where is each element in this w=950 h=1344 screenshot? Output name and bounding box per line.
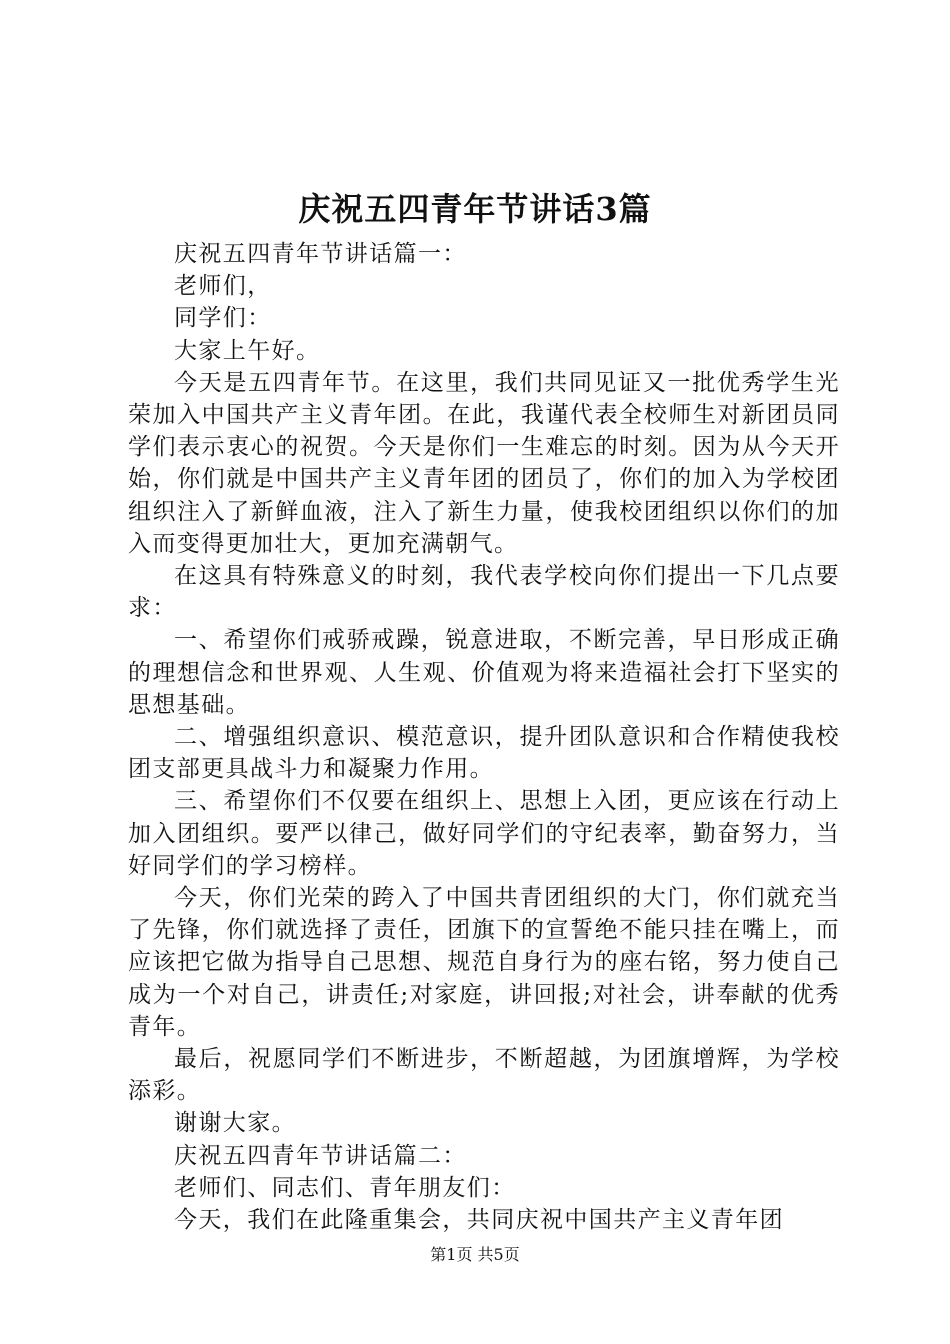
paragraph: 三、希望你们不仅要在组织上、思想上入团，更应该在行动上加入团组织。要严以律己，做好同学们的守纪表率，勤奋努力，当好同学们的学习榜样。: [128, 788, 840, 879]
document-body: [128, 238, 840, 1236]
paragraph: 今天是五四青年节。在这里，我们共同见证又一批优秀学生光荣加入中国共产主义青年团。在此，我谨代表全校师生对新团员同学们表示衷心的祝贺。今天是你们一生难忘的时刻。因为从今天开始，你们就是中国共产主义青年团的团员了，你们的加入为学校团组织注入了新鲜血液，注入了新生力量，使我校团组织以你们的加入而变得更加壮大，更加充满朝气。: [128, 369, 840, 557]
paragraph: 最后，祝愿同学们不断进步，不断超越，为团旗增辉，为学校添彩。: [128, 1046, 840, 1105]
document-title: 庆祝五四青年节讲话3篇: [298, 190, 652, 228]
paragraph: 今天，我们在此隆重集会，共同庆祝中国共产主义青年团: [174, 1207, 784, 1234]
paragraph: 庆祝五四青年节讲话篇二：: [174, 1142, 467, 1169]
page-footer: 第1页 共5页: [430, 1245, 520, 1264]
paragraph: 老师们、同志们、青年朋友们：: [174, 1174, 516, 1201]
paragraph: 老师们，: [174, 273, 272, 300]
paragraph: 谢谢大家。: [174, 1110, 296, 1137]
paragraph: 大家上午好。: [174, 337, 321, 364]
paragraph: 庆祝五四青年节讲话篇一：: [174, 241, 467, 267]
paragraph: 今天，你们光荣的跨入了中国共青团组织的大门，你们就充当了先锋，你们就选择了责任，团旗下的宣誓绝不能只挂在嘴上，而应该把它做为指导自己思想、规范自身行为的座右铭，努力使自己成为一个对自己，讲责任;对家庭，讲回报;对社会，讲奉献的优秀青年。: [128, 885, 840, 1040]
paragraph: 同学们：: [174, 305, 272, 332]
paragraph: 在这具有特殊意义的时刻，我代表学校向你们提出一下几点要求：: [128, 563, 840, 622]
paragraph: 二、增强组织意识、模范意识，提升团队意识和合作精使我校团支部更具战斗力和凝聚力作用。: [128, 724, 840, 783]
paragraph: 一、希望你们戒骄戒躁，锐意进取，不断完善，早日形成正确的理想信念和世界观、人生观、价值观为将来造福社会打下坚实的思想基础。: [128, 627, 840, 718]
